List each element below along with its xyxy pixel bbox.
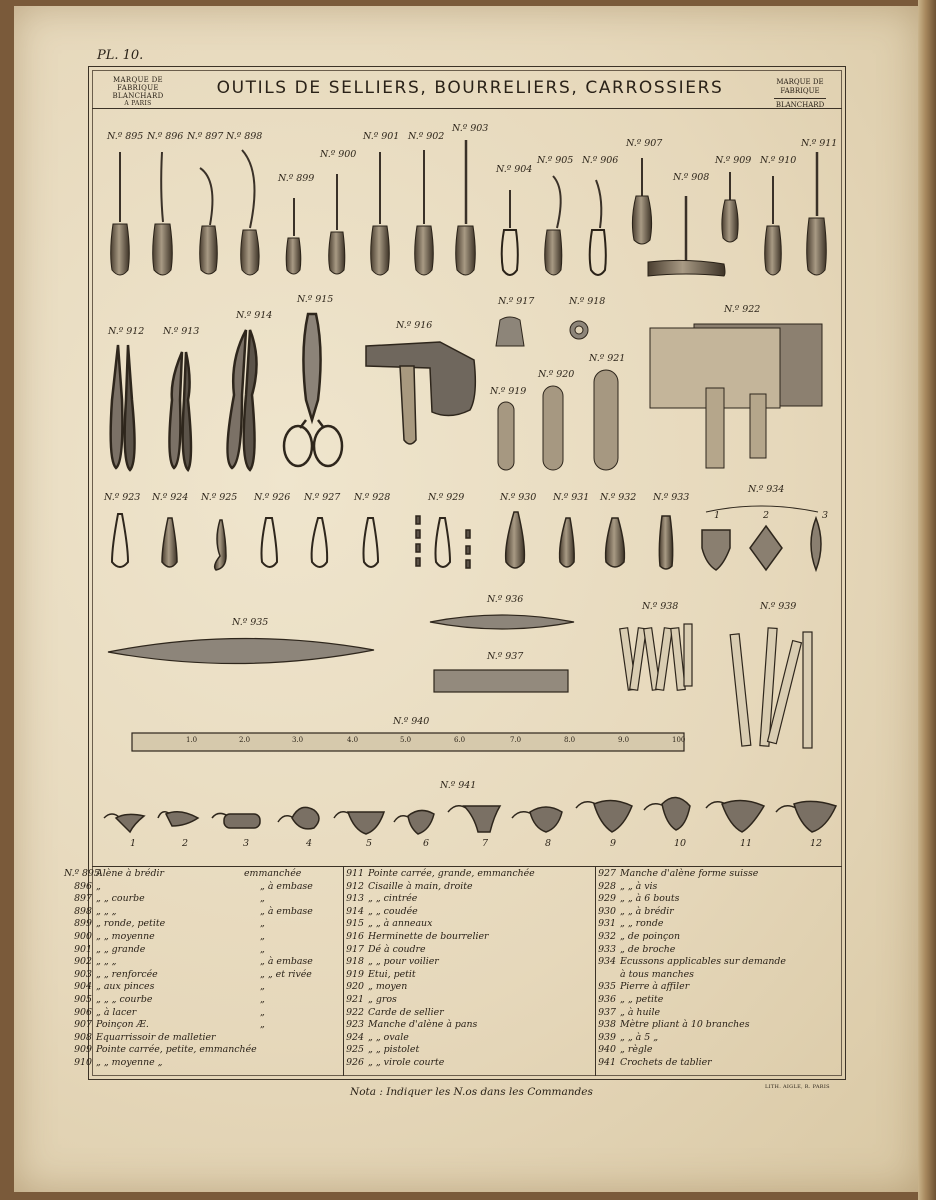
legend-row <box>588 1019 840 1032</box>
label-902: N.º 902 <box>408 131 445 142</box>
legend-number: 901 <box>74 943 92 955</box>
legend-column-1 <box>64 868 342 1070</box>
trademark-right-line1: MARQUE DE FABRIQUE <box>776 78 824 95</box>
legend-row <box>64 1007 342 1020</box>
legend-row <box>64 1019 342 1032</box>
legend-number: N.º 895 <box>64 868 100 879</box>
legend-row <box>336 918 594 931</box>
label-918: N.º 918 <box>569 296 606 307</box>
legend-number: 917 <box>346 943 364 955</box>
legend-number: 906 <box>74 1006 92 1018</box>
legend-description: Etui, petit <box>368 968 416 980</box>
trademark-left-line1: MARQUE DE FABRIQUE <box>113 76 163 92</box>
legend-number: 910 <box>74 1056 92 1068</box>
legend-row <box>336 881 594 894</box>
label-903: N.º 903 <box>452 123 489 134</box>
legend-description: „ „ courbe <box>96 893 145 905</box>
legend-number: 939 <box>598 1031 616 1043</box>
label-936: N.º 936 <box>487 594 524 605</box>
legend-row <box>64 981 342 994</box>
legend-row <box>336 1057 594 1070</box>
rule-tick-8: 8.0 <box>564 736 576 744</box>
legend-description: „ „ pour voilier <box>368 956 439 968</box>
legend-row <box>64 868 342 881</box>
legend-number: 940 <box>598 1044 616 1056</box>
legend-description: „ „ ovale <box>368 1031 409 1043</box>
legend-number: 941 <box>598 1056 616 1068</box>
legend-description: „ „ „ <box>96 905 117 917</box>
legend-number: 936 <box>598 993 616 1005</box>
legend-number: 920 <box>346 981 364 993</box>
legend-description: „ de broche <box>620 943 676 955</box>
legend-number: 919 <box>346 968 364 980</box>
legend-number: 933 <box>598 943 616 955</box>
legend-description: „ „ à 6 bouts <box>620 893 680 905</box>
plate-title: OUTILS DE SELLIERS, BOURRELIERS, CARROSSIERS <box>216 78 724 98</box>
legend-embase-note: „ à embase <box>260 905 313 917</box>
legend-description: „ de poinçon <box>620 930 680 942</box>
legend-description: Pointe carrée, petite, emmanchée <box>96 1044 257 1056</box>
legend-number: 926 <box>346 1056 364 1068</box>
escusson-2-label: 2 <box>763 510 770 521</box>
legend-number: 918 <box>346 956 364 968</box>
legend-number: 938 <box>598 1019 616 1031</box>
legend-number: 913 <box>346 893 364 905</box>
legend-row <box>588 868 840 881</box>
legend-number: 937 <box>598 1006 616 1018</box>
label-923: N.º 923 <box>104 492 141 503</box>
legend-number: 915 <box>346 918 364 930</box>
legend-row <box>588 944 840 957</box>
rule-tick-6: 6.0 <box>454 736 466 744</box>
legend-description: Mètre pliant à 10 branches <box>620 1019 750 1031</box>
label-911: N.º 911 <box>801 138 838 149</box>
legend-number: 899 <box>74 918 92 930</box>
legend-row <box>64 881 342 894</box>
hook-number-3: 3 <box>243 838 250 849</box>
trademark-left-line2: BLANCHARD <box>112 92 164 100</box>
legend-row <box>64 931 342 944</box>
legend-description: à tous manches <box>620 968 694 980</box>
label-909: N.º 909 <box>715 155 752 166</box>
legend-row <box>336 994 594 1007</box>
rule-tick-2: 2.0 <box>239 736 251 744</box>
legend-description: „ „ petite <box>620 993 664 1005</box>
label-910: N.º 910 <box>760 155 797 166</box>
hook-number-7: 7 <box>482 838 489 849</box>
legend-row <box>64 994 342 1007</box>
legend-number: 925 <box>346 1044 364 1056</box>
legend-description: „ règle <box>620 1044 653 1056</box>
legend-row <box>588 994 840 1007</box>
legend-number: 935 <box>598 981 616 993</box>
legend-description: „ „ ronde <box>620 918 664 930</box>
legend-number: 930 <box>598 905 616 917</box>
legend-row <box>336 944 594 957</box>
legend-number: 932 <box>598 930 616 942</box>
label-931: N.º 931 <box>553 492 590 503</box>
legend-embase-note: „ <box>260 930 265 942</box>
label-926: N.º 926 <box>254 492 291 503</box>
label-919: N.º 919 <box>490 386 527 397</box>
label-912: N.º 912 <box>108 326 145 337</box>
label-899: N.º 899 <box>278 173 315 184</box>
legend-number: 898 <box>74 905 92 917</box>
label-921: N.º 921 <box>589 353 626 364</box>
legend-description: Crochets de tablier <box>620 1056 712 1068</box>
legend-number: 931 <box>598 918 616 930</box>
rule-tick-9: 9.0 <box>618 736 630 744</box>
rule-tick-7: 7.0 <box>510 736 522 744</box>
label-932: N.º 932 <box>600 492 637 503</box>
label-924: N.º 924 <box>152 492 189 503</box>
legend-row <box>588 1007 840 1020</box>
legend-description: „ „ à anneaux <box>368 918 433 930</box>
legend-number: 922 <box>346 1006 364 1018</box>
legend-row <box>588 1057 840 1070</box>
hook-number-9: 9 <box>610 838 617 849</box>
legend-number: 923 <box>346 1019 364 1031</box>
legend-number: 902 <box>74 956 92 968</box>
legend-description: „ „ à vis <box>620 880 658 892</box>
label-905: N.º 905 <box>537 155 574 166</box>
legend-description: Carde de sellier <box>368 1006 444 1018</box>
legend-description: Cisaille à main, droite <box>368 880 473 892</box>
legend-embase-note: „ à embase <box>260 956 313 968</box>
trademark-right-line2: BLANCHARD <box>775 101 825 109</box>
legend-row <box>336 981 594 994</box>
label-922: N.º 922 <box>724 304 761 315</box>
legend-description: „ „ „ courbe <box>96 993 153 1005</box>
legend-description: „ à huile <box>620 1006 661 1018</box>
legend-number: 911 <box>346 868 364 879</box>
label-906: N.º 906 <box>582 155 619 166</box>
legend-description: „ „ à brédir <box>620 905 674 917</box>
escusson-3-label: 3 <box>822 510 829 521</box>
legend-description: „ „ pistolet <box>368 1044 420 1056</box>
legend-row <box>336 1044 594 1057</box>
hook-number-5: 5 <box>366 838 373 849</box>
legend-embase-note: „ à embase <box>260 880 313 892</box>
label-904: N.º 904 <box>496 164 533 175</box>
legend-description: „ „ coudée <box>368 905 418 917</box>
legend-row <box>336 969 594 982</box>
legend-row <box>336 931 594 944</box>
legend-description: Manche d'alène forme suisse <box>620 868 759 879</box>
legend-description: Equarrissoir de malletier <box>96 1031 216 1043</box>
legend-description: „ à lacer <box>96 1006 137 1018</box>
hook-number-1: 1 <box>130 838 137 849</box>
escusson-1-label: 1 <box>714 510 721 521</box>
legend-row <box>588 956 840 969</box>
legend-description: „ „ moyenne <box>96 930 155 942</box>
label-913: N.º 913 <box>163 326 200 337</box>
printer-imprint: LITH. AIGLE, R. PARIS <box>765 1084 830 1090</box>
legend-row <box>588 1044 840 1057</box>
legend-embase-note: „ <box>260 993 265 1005</box>
legend-number: 921 <box>346 993 364 1005</box>
legend-column-3 <box>588 868 840 1070</box>
legend-embase-note: „ <box>260 918 265 930</box>
rule-tick-1: 1.0 <box>186 736 198 744</box>
label-930: N.º 930 <box>500 492 537 503</box>
label-896: N.º 896 <box>147 131 184 142</box>
legend-row <box>64 1032 342 1045</box>
legend-row <box>64 1044 342 1057</box>
legend-description: Herminette de bourrelier <box>368 930 489 942</box>
legend-number: 909 <box>74 1044 92 1056</box>
legend-description: Manche d'alène à pans <box>368 1019 478 1031</box>
legend-description: „ „ virole courte <box>368 1056 445 1068</box>
rule-tick-5: 5.0 <box>400 736 412 744</box>
legend-row <box>588 893 840 906</box>
legend-embase-note: „ <box>260 943 265 955</box>
legend-top-rule <box>92 866 842 867</box>
legend-description: Dé à coudre <box>368 943 426 955</box>
legend-description: „ gros <box>368 993 397 1005</box>
label-935: N.º 935 <box>232 617 269 628</box>
legend-description: Pointe carrée, grande, emmanchée <box>368 868 535 879</box>
legend-number: 904 <box>74 981 92 993</box>
label-927: N.º 927 <box>304 492 341 503</box>
label-915: N.º 915 <box>297 294 334 305</box>
legend-description: „ ronde, petite <box>96 918 166 930</box>
legend-row <box>588 931 840 944</box>
legend-row <box>336 1032 594 1045</box>
legend-row <box>336 956 594 969</box>
legend-embase-note: „ „ et rivée <box>260 968 312 980</box>
label-941: N.º 941 <box>440 780 477 791</box>
legend-description: „ <box>96 880 101 892</box>
label-937: N.º 937 <box>487 651 524 662</box>
legend-embase-note: „ <box>260 981 265 993</box>
plate-number: PL. 10. <box>97 48 144 63</box>
legend-number: 928 <box>598 880 616 892</box>
legend-description: „ aux pinces <box>96 981 155 993</box>
legend-number: 897 <box>74 893 92 905</box>
rule-tick-4: 4.0 <box>347 736 359 744</box>
legend-description: „ „ „ <box>96 956 117 968</box>
legend-number: 924 <box>346 1031 364 1043</box>
order-note: Nota : Indiquer les N.os dans les Commandes <box>350 1086 593 1098</box>
label-908: N.º 908 <box>673 172 710 183</box>
legend-description: „ „ grande <box>96 943 146 955</box>
hook-number-10: 10 <box>674 838 687 849</box>
legend-description: „ „ moyenne „ <box>96 1056 163 1068</box>
legend-description: Pierre à affiler <box>620 981 690 993</box>
hook-number-6: 6 <box>423 838 430 849</box>
legend-number: 934 <box>598 956 616 968</box>
label-934: N.º 934 <box>748 484 785 495</box>
legend-row <box>336 906 594 919</box>
hook-number-8: 8 <box>545 838 552 849</box>
legend-row <box>588 881 840 894</box>
legend-number: 908 <box>74 1031 92 1043</box>
hook-number-2: 2 <box>182 838 189 849</box>
legend-row <box>336 1007 594 1020</box>
hook-number-12: 12 <box>810 838 823 849</box>
legend-row <box>64 944 342 957</box>
hook-number-4: 4 <box>306 838 313 849</box>
label-897: N.º 897 <box>187 131 224 142</box>
legend-embase-note: „ <box>260 1019 265 1031</box>
label-900: N.º 900 <box>320 149 357 160</box>
legend-row <box>588 906 840 919</box>
legend-number: 912 <box>346 880 364 892</box>
legend-number: 907 <box>74 1019 92 1031</box>
legend-row <box>336 1019 594 1032</box>
legend-row <box>588 1032 840 1045</box>
legend-description: „ moyen <box>368 981 408 993</box>
label-914: N.º 914 <box>236 310 273 321</box>
label-939: N.º 939 <box>760 601 797 612</box>
legend-row <box>64 893 342 906</box>
rule-tick-3: 3.0 <box>292 736 304 744</box>
legend-number: 929 <box>598 893 616 905</box>
label-907: N.º 907 <box>626 138 663 149</box>
legend-embase-note: „ <box>260 893 265 905</box>
legend-description: „ „ cintrée <box>368 893 418 905</box>
label-933: N.º 933 <box>653 492 690 503</box>
legend-row <box>64 969 342 982</box>
rule-tick-10: 100 <box>672 736 686 744</box>
legend-row <box>336 868 594 881</box>
legend-row <box>588 918 840 931</box>
legend-row <box>588 969 840 982</box>
legend-row <box>336 893 594 906</box>
label-925: N.º 925 <box>201 492 238 503</box>
legend-column-2 <box>336 868 594 1070</box>
label-898: N.º 898 <box>226 131 263 142</box>
hook-number-11: 11 <box>740 838 753 849</box>
legend-description: „ „ renforcée <box>96 968 158 980</box>
label-940: N.º 940 <box>393 716 430 727</box>
legend-row <box>64 918 342 931</box>
label-895: N.º 895 <box>107 131 144 142</box>
legend-number: 903 <box>74 968 92 980</box>
legend-description: „ „ à 5 „ <box>620 1031 659 1043</box>
legend-number: 927 <box>598 868 616 879</box>
label-917: N.º 917 <box>498 296 535 307</box>
label-938: N.º 938 <box>642 601 679 612</box>
legend-row <box>64 906 342 919</box>
legend-number: 896 <box>74 880 92 892</box>
legend-row <box>64 1057 342 1070</box>
legend-row <box>588 981 840 994</box>
legend-description: Ecussons applicables sur demande <box>620 956 786 968</box>
label-901: N.º 901 <box>363 131 400 142</box>
legend-number: 900 <box>74 930 92 942</box>
legend-row <box>64 956 342 969</box>
legend-number: 914 <box>346 905 364 917</box>
trademark-left-line3: A PARIS <box>124 100 152 107</box>
legend-handle-note: emmanchée <box>244 868 302 879</box>
legend-description: Alène à brédir <box>96 868 164 879</box>
legend-number: 916 <box>346 930 364 942</box>
label-928: N.º 928 <box>354 492 391 503</box>
label-929: N.º 929 <box>428 492 465 503</box>
label-916: N.º 916 <box>396 320 433 331</box>
legend-description: Poinçon Æ. <box>96 1019 149 1031</box>
label-920: N.º 920 <box>538 369 575 380</box>
legend-embase-note: „ <box>260 1006 265 1018</box>
legend-number: 905 <box>74 993 92 1005</box>
